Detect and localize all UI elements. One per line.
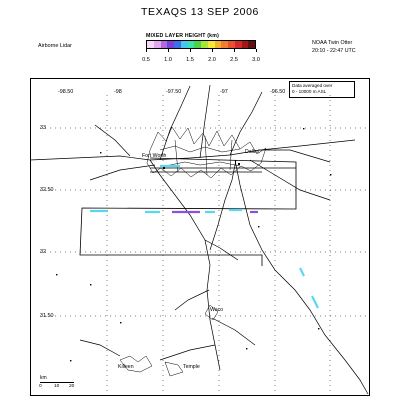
urban-outlines <box>120 127 266 376</box>
scale-tick-20: 20 <box>69 384 75 389</box>
colorbar-tick-label: 3.0 <box>252 57 260 63</box>
lidar-segments <box>90 166 318 308</box>
lat-label-4: 31.50 <box>40 313 54 319</box>
lon-label-4: -97 <box>220 89 228 95</box>
scale-tick-10: 10 <box>54 384 60 389</box>
city-dallas: Dallas <box>245 149 260 155</box>
city-fort-worth: Fort Worth <box>142 153 167 159</box>
averaging-note <box>289 81 355 98</box>
colorbar-tick-label: 2.0 <box>208 57 216 63</box>
platform-name: NOAA Twin Otter <box>312 40 353 46</box>
averaging-note-line2: 0 - 10000 m ASL <box>292 88 327 94</box>
colorbar-tick-label: 1.5 <box>186 57 194 63</box>
scale-line <box>40 382 74 383</box>
scale-unit: km <box>40 375 47 381</box>
colorbar-title: MIXED LAYER HEIGHT (km) <box>146 33 220 39</box>
lat-label-1: 33 <box>40 125 46 131</box>
colorbar-tick-label: 0.5 <box>142 57 150 63</box>
city-waco: Waco <box>210 307 224 313</box>
colorbar-tick-label: 1.0 <box>164 57 172 63</box>
city-killeen: Killeen <box>118 364 134 370</box>
lat-label-3: 32 <box>40 249 46 255</box>
lon-label-3: -97.50 <box>166 89 182 95</box>
lon-label-1: -98.50 <box>58 89 74 95</box>
scale-tick-0: 0 <box>39 384 42 389</box>
colorbar-tick-label: 2.5 <box>230 57 238 63</box>
lon-label-5: -96.50 <box>270 89 286 95</box>
lon-label-2: -98 <box>114 89 122 95</box>
lat-label-2: 32.50 <box>40 187 54 193</box>
time-range: 20:10 - 22:47 UTC <box>312 48 356 54</box>
plot-title: TEXAQS 13 SEP 2006 <box>140 6 259 18</box>
instrument-label: Airborne Lidar <box>38 43 72 49</box>
town-markers <box>56 128 331 361</box>
scale-bar <box>40 375 84 395</box>
averaging-note-line1: Data averaged over <box>292 83 333 88</box>
city-temple: Temple <box>183 364 200 370</box>
